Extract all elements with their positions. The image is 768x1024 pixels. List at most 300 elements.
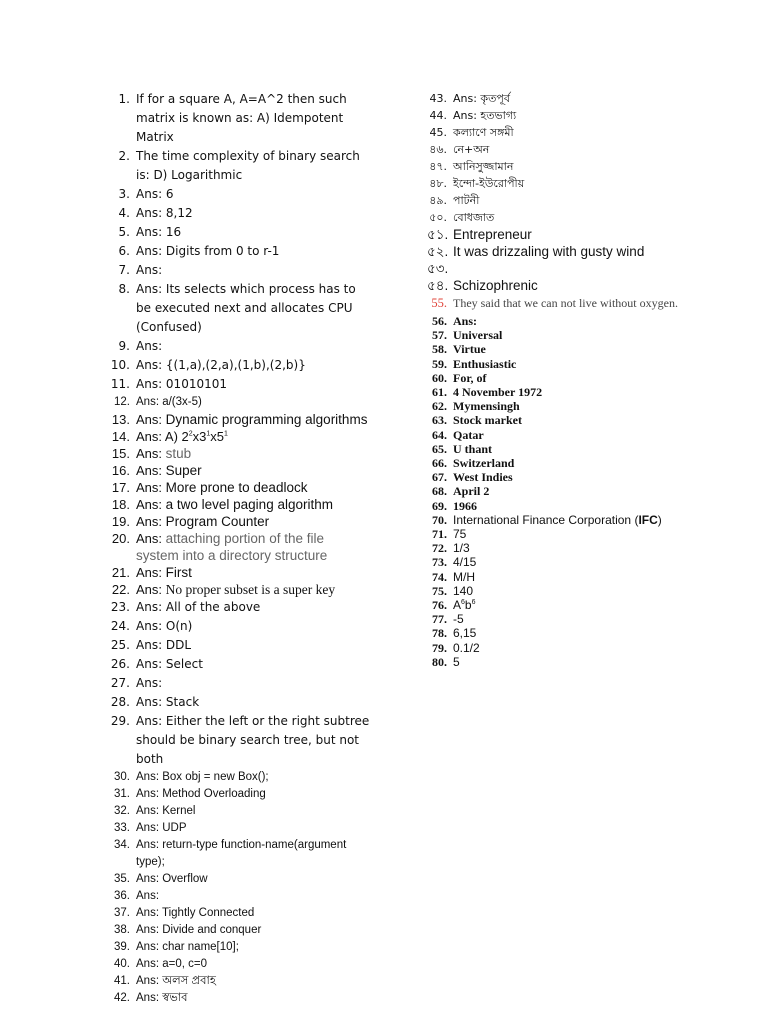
list-item [427, 499, 747, 513]
item-text [453, 371, 747, 385]
answer-text: Ans: 01010101 [136, 377, 228, 391]
answer-text: Ans: স্বভাব [136, 992, 188, 1004]
list-item [427, 277, 747, 294]
item-number: 64. [432, 427, 447, 442]
item-number: 61. [432, 385, 447, 400]
answer-text: 1966 [453, 498, 477, 513]
left-answer-column [108, 90, 370, 1007]
item-number: 59. [432, 356, 447, 371]
answer-text: Ans: [136, 890, 160, 902]
item-text [136, 564, 370, 581]
item-number: 41. [114, 975, 130, 987]
list-item [108, 905, 370, 922]
answer-text: Ans: 8,12 [136, 206, 193, 220]
item-number: 58. [432, 342, 447, 357]
answer-value: a two level paging algorithm [165, 497, 333, 512]
item-text [453, 107, 747, 124]
answer-text: If for a square A, A=A^2 then such matrix is known as: A) Idempotent Matrix [136, 92, 347, 144]
answer-value: a/(3x-5) [162, 396, 202, 408]
answer-text: Ans: [136, 263, 163, 277]
item-number: ৪৯. [429, 194, 447, 207]
item-number: 26. [110, 657, 130, 671]
answer-prefix: Ans: [136, 446, 166, 461]
answer-text: আনিসুজ্জামান [453, 160, 514, 173]
item-number: ৫০. [429, 211, 447, 224]
answer-text: Ans: a=0, c=0 [136, 958, 207, 970]
list-item [108, 242, 370, 261]
answer-text: Ans: Either the left or the right subtree should be binary search tree, but not both [136, 714, 370, 766]
list-item [108, 496, 370, 513]
item-text [136, 479, 370, 496]
item-number: 79. [432, 640, 447, 655]
list-item [427, 90, 747, 107]
item-text [453, 513, 747, 527]
item-text [136, 905, 370, 922]
list-item [427, 428, 747, 442]
item-number: 22. [111, 582, 130, 597]
item-text [453, 584, 747, 598]
answer-text: Ans: return-type function-name(argument type); [136, 839, 347, 868]
item-number: 25. [110, 638, 130, 652]
item-number: 13. [111, 412, 130, 427]
list-item [427, 124, 747, 141]
list-item [108, 394, 370, 411]
answer-text: 5 [453, 654, 460, 669]
item-number: ৪৬. [429, 143, 447, 156]
list-item [427, 107, 747, 124]
list-item [427, 192, 747, 209]
item-number: 24. [110, 619, 130, 633]
item-text [136, 90, 370, 147]
answer-prefix: Ans: [136, 582, 166, 597]
item-text [136, 871, 370, 888]
item-number: 33. [114, 822, 130, 834]
item-number: 5. [118, 225, 130, 239]
list-item [108, 375, 370, 394]
answer-value: No proper subset is a super key [165, 582, 336, 597]
answer-text: Schizophrenic [453, 278, 538, 293]
list-item [108, 837, 370, 871]
list-item [427, 513, 747, 527]
answer-text: পাটনী [453, 194, 480, 207]
list-item [427, 598, 747, 612]
superscript: 2 [188, 430, 193, 438]
list-item [427, 328, 747, 342]
list-item [108, 513, 370, 530]
right-answer-column [427, 90, 747, 669]
list-item [427, 371, 747, 385]
item-text [453, 192, 747, 209]
item-text [136, 956, 370, 973]
answer-text: Ans: হতভাগ্য [453, 109, 517, 122]
item-number: 31. [114, 788, 130, 800]
item-number: 17. [111, 480, 130, 495]
item-text [136, 769, 370, 786]
item-text [136, 356, 370, 375]
item-number: 16. [111, 463, 130, 478]
item-number: 77. [432, 612, 447, 627]
answer-prefix: Ans: [136, 412, 166, 427]
item-text [453, 209, 747, 226]
superscript: 1 [224, 430, 228, 438]
answer-bold: IFC [638, 512, 658, 527]
answer-prefix: Ans: [136, 480, 166, 495]
item-number: 20. [111, 531, 130, 546]
answer-text: Ans: All of the above [136, 600, 261, 614]
item-text [136, 939, 370, 956]
list-item [427, 175, 747, 192]
item-text [453, 541, 747, 555]
list-item [427, 641, 747, 655]
answer-text: Ans: Tightly Connected [136, 907, 255, 919]
item-text [453, 413, 747, 427]
item-text [136, 674, 370, 693]
list-item [108, 636, 370, 655]
item-number: 71. [432, 527, 447, 542]
answer-text: 0.1/2 [453, 640, 480, 655]
item-text [136, 617, 370, 636]
answer-text: U thant [453, 441, 493, 456]
item-number: ৫৪. [427, 278, 449, 293]
answer-value: attaching portion of the file system into a directory structure [136, 531, 328, 563]
list-item [427, 484, 747, 498]
answer-value: Dynamic programming algorithms [165, 412, 368, 427]
item-text [453, 612, 747, 626]
answer-text: A [453, 598, 462, 613]
list-item [108, 598, 370, 617]
answer-text: Enthusiastic [453, 356, 517, 371]
list-item [427, 294, 747, 312]
item-text [453, 90, 747, 107]
list-item [427, 470, 747, 484]
item-text [453, 175, 747, 192]
item-number: 43. [429, 92, 447, 105]
list-item [427, 456, 747, 470]
item-text [453, 158, 747, 175]
answer-text: 1/3 [453, 541, 470, 556]
answer-text: Ans: char name[10]; [136, 941, 239, 953]
list-item [108, 820, 370, 837]
superscript: 1 [206, 430, 211, 438]
list-item [427, 399, 747, 413]
item-text [136, 786, 370, 803]
answer-text: Ans: [136, 339, 163, 353]
item-text [136, 223, 370, 242]
answer-text: Entrepreneur [453, 227, 532, 242]
item-text [136, 337, 370, 356]
item-number: 44. [429, 109, 447, 122]
item-text [136, 185, 370, 204]
list-item [427, 527, 747, 541]
item-number: 66. [432, 456, 447, 471]
item-number: 63. [432, 413, 447, 428]
list-item [108, 185, 370, 204]
answer-text: Mymensingh [453, 399, 520, 414]
item-number: 3. [118, 187, 130, 201]
answer-text: Ans: Kernel [136, 805, 196, 817]
item-text [453, 626, 747, 640]
answer-text: Ans: Method Overloading [136, 788, 266, 800]
answer-prefix: Ans: [136, 463, 166, 478]
item-text [136, 496, 370, 513]
item-number: 65. [432, 441, 447, 456]
item-number: 60. [432, 370, 447, 385]
answer-text: Ans: DDL [136, 638, 192, 652]
list-item [108, 674, 370, 693]
answer-text: Ans: Digits from 0 to r-1 [136, 244, 280, 258]
list-item [427, 612, 747, 626]
answer-text: Ans: 16 [136, 225, 182, 239]
list-item [108, 530, 370, 564]
list-item [108, 204, 370, 223]
item-number: 1. [118, 92, 130, 106]
item-text [136, 712, 370, 769]
answer-text: The time complexity of binary search is: D) Logarithmic [136, 149, 360, 182]
item-text [136, 204, 370, 223]
list-item [427, 584, 747, 598]
answer-prefix: Ans: [136, 396, 163, 408]
item-number: 38. [114, 924, 130, 936]
item-number: 62. [432, 399, 447, 414]
list-item [427, 570, 747, 584]
item-text [453, 470, 747, 484]
answer-value: More prone to deadlock [165, 480, 308, 495]
list-item [108, 712, 370, 769]
item-text [453, 226, 747, 243]
list-item [108, 973, 370, 990]
list-item [108, 479, 370, 496]
answer-text: -5 [453, 612, 464, 627]
item-number: 70. [432, 512, 447, 527]
item-number: 36. [114, 890, 130, 902]
list-item [427, 385, 747, 399]
superscript: 6 [461, 599, 465, 607]
list-item [108, 939, 370, 956]
item-text [453, 314, 747, 328]
answer-text: Ans: A) 2 [136, 429, 189, 444]
list-item [108, 147, 370, 185]
item-number: 55. [431, 296, 447, 310]
answer-text: Qatar [453, 427, 484, 442]
list-item [427, 158, 747, 175]
item-text [453, 527, 747, 541]
answer-text: Ans: কৃতপূর্ব [453, 92, 510, 105]
answer-text: 4/15 [453, 555, 477, 570]
item-number: 23. [110, 600, 130, 614]
item-text [136, 973, 370, 990]
item-number: 2. [118, 149, 130, 163]
item-number: 73. [432, 555, 447, 570]
answer-text: Ans: Box obj = new Box(); [136, 771, 269, 783]
item-text [136, 655, 370, 674]
item-text [136, 375, 370, 394]
list-item [108, 428, 370, 445]
item-number: 74. [432, 569, 447, 584]
item-text [136, 261, 370, 280]
list-item [108, 786, 370, 803]
answer-text: Ans: Select [136, 657, 203, 671]
item-text [136, 411, 370, 428]
answer-text: Ans: O(n) [136, 619, 193, 633]
item-text [136, 394, 370, 411]
answer-text: Stock market [453, 413, 522, 428]
answer-text: Switzerland [453, 456, 515, 471]
item-text [453, 598, 747, 612]
list-item [427, 226, 747, 243]
item-number: 32. [114, 805, 130, 817]
list-item [427, 260, 747, 277]
item-text [136, 820, 370, 837]
item-number: 11. [110, 377, 130, 391]
item-text [136, 693, 370, 712]
list-item [108, 223, 370, 242]
list-item [108, 445, 370, 462]
item-text [453, 499, 747, 513]
item-number: 78. [432, 626, 447, 641]
answer-text: Ans: [453, 314, 478, 328]
item-number: 68. [432, 484, 447, 499]
answer-text: b [464, 598, 472, 613]
item-number: 72. [432, 541, 447, 556]
item-number: 27. [110, 676, 130, 690]
answer-text: West Indies [453, 470, 513, 485]
answer-value: Super [165, 463, 202, 478]
answer-prefix: Ans: [136, 565, 166, 580]
item-number: 15. [111, 446, 130, 461]
answer-prefix: Ans: [136, 514, 166, 529]
item-text [136, 990, 370, 1007]
item-number: 18. [111, 497, 130, 512]
list-item [427, 209, 747, 226]
answer-text: Virtue [453, 342, 486, 357]
item-text [136, 280, 370, 337]
list-item [427, 413, 747, 427]
answer-text: Ans: [136, 676, 163, 690]
answer-text: For, of [453, 370, 487, 385]
list-item [427, 442, 747, 456]
item-number: 42. [114, 992, 130, 1004]
answer-text: নে+অন [453, 143, 490, 156]
item-number: ৪৭. [429, 160, 447, 173]
item-text [453, 456, 747, 470]
answer-text: ইন্দো-ইউরোপীয় [453, 177, 525, 190]
list-item [108, 769, 370, 786]
answer-text: International Finance Corporation ( [453, 512, 639, 527]
list-item [108, 581, 370, 598]
item-number: 4. [118, 206, 130, 220]
item-text [136, 803, 370, 820]
item-number: 76. [432, 598, 447, 613]
item-number: ৫৩. [427, 261, 449, 276]
item-text [453, 124, 747, 141]
list-item [108, 564, 370, 581]
answer-value: stub [165, 446, 192, 461]
item-text [453, 655, 747, 669]
answer-text: Universal [453, 328, 503, 343]
list-item [427, 342, 747, 356]
answer-text: It was drizzaling with gusty wind [453, 244, 645, 259]
list-item [108, 990, 370, 1007]
list-item [108, 803, 370, 820]
answer-text: They said that we can not live without oxygen. [453, 296, 678, 310]
list-item [108, 922, 370, 939]
item-text [136, 636, 370, 655]
list-item [427, 357, 747, 371]
item-number: 7. [118, 263, 130, 277]
list-item [427, 243, 747, 260]
item-text [453, 243, 747, 260]
list-item [108, 462, 370, 479]
list-item [108, 411, 370, 428]
list-item [427, 655, 747, 669]
item-number: 8. [118, 282, 130, 296]
answer-text: 4 November 1972 [453, 385, 543, 400]
item-text [453, 385, 747, 399]
item-number: 12. [114, 396, 130, 408]
answer-text: April 2 [453, 484, 490, 499]
item-number: 69. [432, 498, 447, 513]
item-number: 75. [432, 583, 447, 598]
answer-text: M/H [453, 569, 475, 584]
item-text [453, 294, 747, 312]
list-item [427, 626, 747, 640]
answer-text: x5 [210, 429, 225, 444]
item-text [136, 922, 370, 939]
item-number: 80. [432, 654, 447, 669]
item-text [136, 428, 370, 445]
item-text [453, 442, 747, 456]
list-item [427, 555, 747, 569]
item-text [453, 342, 747, 356]
list-item [108, 337, 370, 356]
answer-prefix: Ans: [136, 531, 166, 546]
answer-value: First [165, 565, 192, 580]
item-text [453, 328, 747, 342]
list-item [108, 956, 370, 973]
list-item [108, 655, 370, 674]
answer-text: বোধজাত [453, 211, 495, 224]
answer-text: Ans: {(1,a),(2,a),(1,b),(2,b)} [136, 358, 306, 372]
item-number: 14. [111, 429, 130, 444]
item-number: 19. [111, 514, 130, 529]
item-text [453, 484, 747, 498]
answer-text: Ans: 6 [136, 187, 174, 201]
list-item [108, 888, 370, 905]
item-text [453, 428, 747, 442]
item-number: ৫২. [427, 244, 449, 259]
answer-text: কল্যাণে সঙ্গমী [453, 126, 514, 139]
list-item [108, 871, 370, 888]
list-item [427, 314, 747, 328]
list-item [108, 261, 370, 280]
item-number: 39. [114, 941, 130, 953]
item-number: 56. [432, 314, 447, 328]
list-item [108, 90, 370, 147]
item-text [136, 147, 370, 185]
item-number: 28. [110, 695, 130, 709]
answer-text: 75 [453, 527, 467, 542]
item-text [136, 837, 370, 871]
answer-text: x3 [192, 429, 207, 444]
answer-text: ) [657, 512, 662, 527]
item-number: 10. [110, 358, 130, 372]
item-number: 21. [111, 565, 130, 580]
item-number: 67. [432, 470, 447, 485]
item-number: ৫১. [427, 227, 449, 242]
item-text [453, 570, 747, 584]
answer-text: Ans: Stack [136, 695, 200, 709]
item-number: 35. [114, 873, 130, 885]
